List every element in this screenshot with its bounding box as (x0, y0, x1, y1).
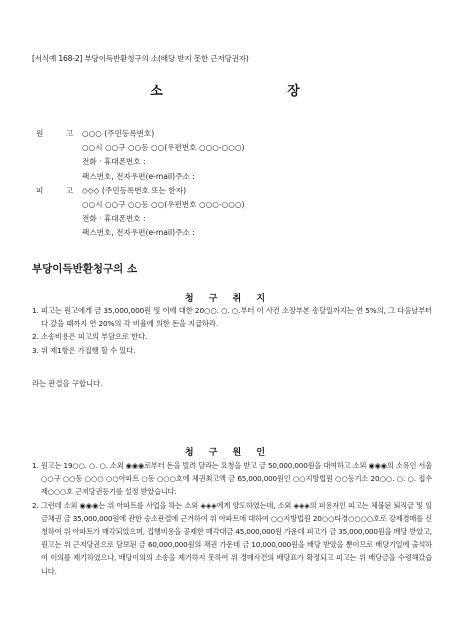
party-row (36, 212, 436, 226)
document-title: 소 장 (150, 84, 360, 99)
cause-number: 1. (32, 461, 39, 470)
party-text: 팩스번호, 전자우편(e-mail)주소 : (82, 171, 195, 181)
claim-text: 피고는 원고에게 금 35,000,000원 및 이에 대한 20○○. ○. ○.부터 이 사건 소장부본 송달일까지는 연 5%의, 그 다음날부터 다 갚을 때까지 연 20%의 각 비율에 의한 돈을 지급하라. (41, 306, 432, 329)
claims-section-title: 청 구 취 지 (184, 294, 272, 304)
party-text: 팩스번호, 전자우편(e-mail)주소 : (82, 228, 195, 238)
claim-item (32, 304, 432, 330)
cause-number: 2. (32, 500, 39, 510)
claims-conclusion: 라는 판결을 구합니다. (32, 379, 103, 388)
claim-number: 3. (32, 345, 39, 355)
parties-block (36, 127, 436, 241)
party-row (36, 141, 436, 155)
claim-number: 1. (32, 306, 39, 315)
party-role-defendant: 피 고 (36, 185, 84, 195)
party-role (36, 198, 82, 212)
party-role (36, 141, 82, 155)
party-role-plaintiff: 원 고 (36, 129, 84, 138)
party-row (36, 155, 436, 169)
party-text: ○○○ (주민등록번호) (82, 129, 155, 138)
party-text: ○○시 ○○구 ○○동 ○○(우편번호 ○○○-○○○) (82, 200, 245, 210)
party-text: ◇◇◇ (주민등록번호 또는 한자) (82, 185, 187, 195)
party-row (36, 184, 436, 198)
party-row (36, 226, 436, 240)
causes-section-title: 청 구 원 인 (184, 448, 272, 458)
claim-item (32, 330, 432, 343)
party-role (36, 155, 82, 169)
party-role (36, 212, 82, 226)
party-row (36, 127, 436, 141)
claim-text: 위 제1항은 가집행 할 수 있다. (41, 345, 136, 355)
party-role (36, 170, 82, 184)
causes-list (32, 459, 432, 578)
party-text: 전화 · 휴대폰번호 : (82, 157, 146, 167)
cause-text: 원고는 19○○. ○. ○. 소외 ◉◉◉로부터 돈을 빌려 달라는 요청을 받고 금 50,000,000원을 대여하고 소외 ◉◉◉의 소유인 서울 ○○구 ○○동 ○○○ ○○아파트 ○동 ○○○호에 채권최고액 금 65,000,000원인 ○○지방법원 ○○등기소 20○○. ○. ○. 접수 제○○○호 근저당권등기를 설정 받았습니다. (41, 461, 432, 497)
claim-number: 2. (32, 332, 39, 342)
party-row (36, 198, 436, 212)
claims-list (32, 304, 432, 357)
party-text: ○○시 ○○구 ○○동 ○○(우편번호 ○○○-○○○) (82, 143, 245, 153)
claim-item (32, 344, 432, 357)
party-row (36, 170, 436, 184)
party-role (36, 226, 82, 240)
cause-item (32, 459, 432, 499)
cause-item (32, 499, 432, 578)
cause-text: 그런데 소외 ◉◉◉는 위 아파트를 사업을 하는 소외 ◈◈◈에게 양도하였는데, 소외 ◈◈◈의 피용자인 피고는 체불된 퇴직금 및 임금채권 금 35,000,000원에 관한 승소판결에 근거하여 위 아파트에 대하여 ○○지방법원 20○○타경○○○○호로 강제경매를 신청하여 위 아파트가 매각되었으며, 집행비용을 공제한 매각대금 45,000,000원 가운데 피고가 금 35,000,000원을 배당 받았고, 원고는 위 근저당권으로 담보된 금 60,000,000원의 채권 가운데 금 10,000,000원을 배당 받았을 뿐이므로 배당기일에 출석하여 이의를 제기하였으나, 배당이의의 소송을 제기하지 못하여 위 경매사건의 배당표가 확정되고 피고는 위 배당금을 수령해갔습니다. (41, 500, 432, 576)
claim-text: 소송비용은 피고의 부담으로 한다. (41, 332, 148, 342)
case-name: 부당이득반환청구의 소 (32, 263, 138, 275)
form-label: [서식예 168-2] 부당이득반환청구의 소(배당 받지 못한 근저당권자) (32, 54, 249, 63)
party-text: 전화 · 휴대폰번호 : (82, 214, 146, 224)
